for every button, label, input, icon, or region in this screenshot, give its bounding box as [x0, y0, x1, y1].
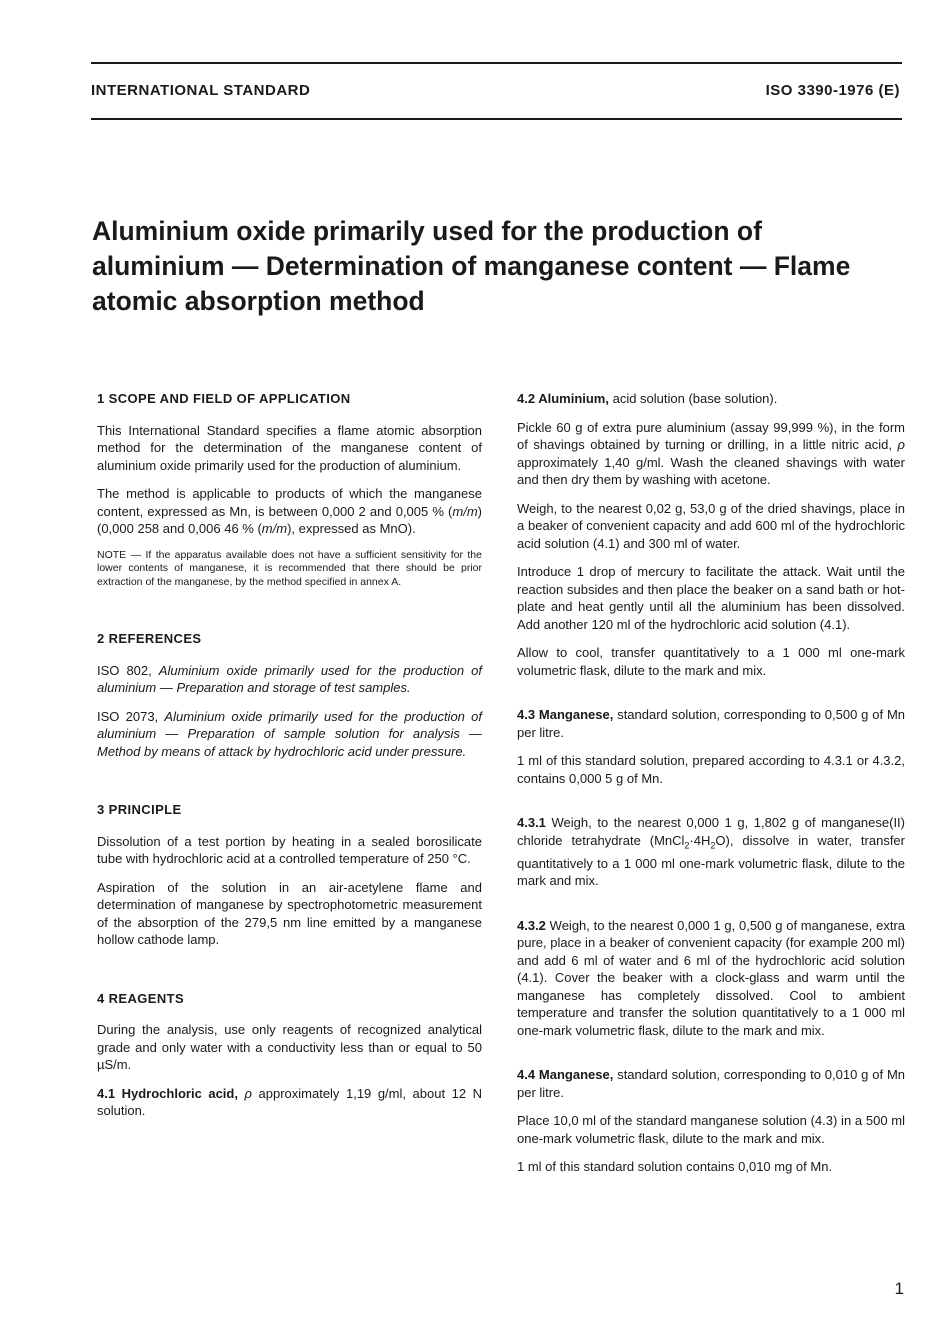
section-1-note: NOTE — If the apparatus available does not have a sufficient sensitivity for the lower contents of manganese, it is recommended that there should be prior extraction of the manganese, by the method specified in annex A.	[97, 548, 482, 588]
section-3-paragraph-2: Aspiration of the solution in an air-acetylene flame and determination of manganese by spectrophotometric measurement of the absorption of the 279,5 nm line emitted by a manganese hollow cathode lamp.	[97, 879, 482, 947]
section-3-heading: 3 PRINCIPLE	[97, 802, 182, 817]
reagent-4-3-1: 4.3.1 Weigh, to the nearest 0,000 1 g, 1,802 g of manganese(II) chloride tetrahydrate $(MnCl_2\cdot 4H_2O)$, dissolve in water, transfer quantitatively to a 1 000 ml one-mark volumetric flask, dilute to the mark and mix.	[517, 815, 905, 889]
section-1-paragraph-1: This International Standard specifies a flame atomic absorption method for the determination of the manganese content of aluminium oxide primarily used for the production of aluminium.	[97, 422, 482, 473]
reagent-4-2-paragraph-3: Introduce 1 drop of mercury to facilitate the attack. Wait until the reaction subsides and then place the beaker on a sand bath or hot-plate and heat gently until all the aluminium has been dissolved. Add another 120 ml of the hydrochloric acid solution (4.1).	[517, 564, 905, 632]
section-3-paragraph-1: Dissolution of a test portion by heating in a sealed borosilicate tube with hydrochloric acid at a controlled temperature of 250 °C.	[97, 833, 482, 866]
left-column	[97, 390, 482, 1131]
reagent-4-2-paragraph-2: Weigh, to the nearest 0,02 g, 53,0 g of the dried shavings, place in a beaker of convenient capacity and add 600 ml of the hydrochloric acid solution (4.1) and 300 ml of water.	[517, 500, 905, 551]
page-number: 1	[894, 1279, 904, 1298]
reagent-4-3: 4.3 Manganese, standard solution, corresponding to 0,500 g of Mn per litre.	[517, 707, 906, 740]
reagent-4-4-paragraph-2: 1 ml of this standard solution contains 0,010 mg of Mn.	[517, 1159, 833, 1175]
document-type: INTERNATIONAL STANDARD	[91, 82, 311, 99]
reagent-4-4-paragraph-1: Place 10,0 ml of the standard manganese solution (4.3) in a 500 ml one-mark volumetric flask, dilute to the mark and mix.	[517, 1113, 905, 1146]
reagent-4-3-paragraph-1: 1 ml of this standard solution, prepared according to 4.3.1 or 4.3.2, contains 0,000 5 g of Mn.	[517, 753, 905, 786]
reagent-4-2: 4.2 Aluminium, acid solution (base solution).	[517, 391, 778, 406]
section-1-heading: 1 SCOPE AND FIELD OF APPLICATION	[97, 391, 351, 406]
section-1-paragraph-2: The method is applicable to products of which the manganese content, expressed as Mn, is between 0,000 2 and 0,005 % (m/m) (0,000 258 and 0,006 46 % (m/m), expressed as MnO).	[97, 486, 482, 536]
document-code: ISO 3390-1976 (E)	[765, 82, 900, 99]
section-2-heading: 2 REFERENCES	[97, 631, 202, 646]
reference-iso-802: ISO 802, Aluminium oxide primarily used for the production of aluminium — Preparation and storage of test samples.	[97, 662, 482, 695]
section-4-heading: 4 REAGENTS	[97, 990, 185, 1006]
reference-iso-2073: ISO 2073, Aluminium oxide primarily used for the production of aluminium — Preparation of sample solution for analysis — Method by means of attack by hydrochloric acid under pressure.	[97, 708, 482, 759]
header-rule-bottom	[91, 118, 902, 120]
right-column	[517, 390, 905, 1187]
reagent-4-2-paragraph-4: Allow to cool, transfer quantitatively to a 1 000 ml one-mark volumetric flask, dilute to the mark and mix.	[517, 645, 905, 678]
reagent-4-2-paragraph-1: Pickle 60 g of extra pure aluminium (assay 99,999 %), in the form of shavings obtained by turning or drilling, in a little nitric acid, ρ approximately 1,40 g/ml. Wash the cleaned shavings with water and then dry them by washing with acetone.	[517, 419, 905, 487]
section-4-paragraph-1: During the analysis, use only reagents of recognized analytical grade and only water with a conductivity less than or equal to 50 µS/m.	[97, 1022, 482, 1072]
reagent-4-4: 4.4 Manganese, standard solution, corresponding to 0,010 g of Mn per litre.	[517, 1067, 906, 1100]
header-rule-top	[91, 62, 902, 64]
page-title: Aluminium oxide primarily used for the production of aluminium — Determination of manganese content — Flame atomic absorption method	[92, 216, 851, 316]
reagent-4-3-2: 4.3.2 Weigh, to the nearest 0,000 1 g, 0,500 g of manganese, extra pure, place in a beaker of convenient capacity (for example 200 ml) and add 6 ml of water and 6 ml of the hydrochloric acid solution (4.1). Cover the beaker with a clock-glass and warm until the manganese has completely dissolved. Cool to ambient temperature and transfer the solution quantitatively to a 1 000 ml one-mark volumetric flask, dilute to the mark and mix.	[517, 917, 906, 1038]
reagent-4-1: 4.1 Hydrochloric acid, ρ approximately 1,19 g/ml, about 12 N solution.	[97, 1085, 483, 1118]
